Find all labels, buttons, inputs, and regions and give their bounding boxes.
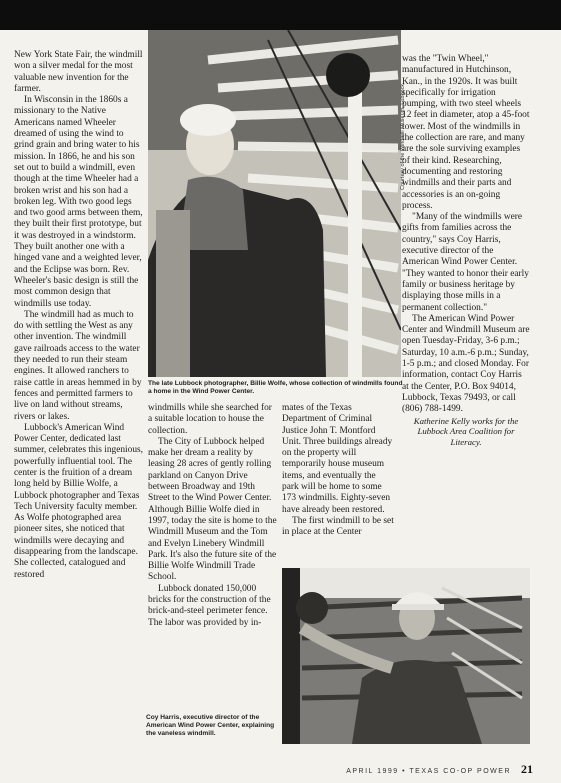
photo-credit: Courtesy of the Windmill Museum, Lubbock — [400, 83, 406, 190]
article-column-4 — [402, 54, 530, 447]
paragraph: mates of the Texas Department of Criminal Justice John T. Montford Unit. Three buildings already on the property will temporarily house museum items, and eventually the park will be home to some 173 windmills. Eighty-seven have already been restored. — [282, 403, 393, 515]
paragraph: "Many of the windmills were gifts from families across the country," says Coy Harris, executive director of the American Wind Power Center. "They wanted to honor their early family or business heritage by displaying those mills in a permanent collection." — [402, 212, 529, 313]
issue-info: APRIL 1999 • TEXAS CO-OP POWER — [346, 768, 511, 775]
article-column-1 — [14, 50, 144, 581]
photo-caption: The late Lubbock photographer, Billie Wolfe, whose collection of windmills found a home in the Wind Power Center. — [148, 380, 403, 396]
photo-billie-wolfe — [148, 30, 401, 377]
paragraph: Lubbock's American Wind Power Center, dedicated last summer, celebrates this ingenious, powerfully influential tool. The center is the fruition of a dream long held by Billie Wolfe, a Lubbock photographer and Texas Tech University faculty member. As Wolfe photographed area pioneer sites, she noticed that windmills were decaying and disappearing from the landscape. She collected, catalogued and restored — [14, 422, 144, 580]
photo-caption: Coy Harris, executive director of the American Wind Power Center, explaining the vaneless windmill. — [146, 714, 275, 738]
paragraph: Lubbock donated 150,000 bricks for the construction of the brick-and-steel perimeter fence. The labor was provided by in- — [148, 583, 271, 628]
article-column-3 — [282, 403, 394, 539]
photo-coy-harris — [282, 568, 530, 744]
paragraph: The City of Lubbock helped make her dream a reality by leasing 28 acres of gently rolling parkland on Canyon Drive between Broadway and 19th Street to the Wind Power Center. Although Billie Wolfe died in 1997, today the site is home to the Windmill Museum and the Tom and Evelyn Linebery Windmill Park. It's also the future site of the Billie Wolfe Windmill Trade School. — [148, 436, 277, 583]
article-column-2 — [148, 403, 278, 629]
photo-coy-harris-illustration — [282, 568, 530, 744]
author-byline: Katherine Kelly works for the Lubbock Area Coalition for Literacy. — [413, 415, 519, 447]
paragraph: windmills while she searched for a suitable location to house the collection. — [148, 403, 272, 436]
paragraph: The American Wind Power Center and Windmill Museum are open Tuesday-Friday, 3-6 p.m.; Saturday, 10 a.m.-6 p.m.; Sunday, 1-5 p.m.; and closed Monday. For information, contact Coy Harris at the Center, P.O. Box 94014, Lubbock, Texas 79493, or call (806) 788-1499. — [402, 313, 530, 415]
paragraph: was the "Twin Wheel," manufactured in Hutchinson, Kan., in the 1920s. It was built specifically for irrigation pumping, with two steel wheels 12 feet in diameter, atop a 45-foot tower. Most of the windmills in the collection are rare, and many are the sole surviving examples of their kind. Researching, documenting and restoring windmills and their parts and accessories is an on-going process. — [402, 54, 530, 211]
top-black-bar — [0, 0, 561, 30]
page-footer — [346, 762, 533, 777]
photo-billie-wolfe-illustration — [148, 30, 401, 377]
paragraph: The windmill had as much to do with settling the West as any other invention. The windmill gave railroads access to the water they needed to run their steam engines. It allowed ranchers to raise cattle in areas hemmed in by fences and permitted farmers to live on land without streams, rivers or lakes. — [14, 309, 142, 422]
paragraph: In Wisconsin in the 1860s a missionary to the Native Americans named Wheeler dreamed of using the wind to grind grain and bring water to his mission. In 1866, he and his son set out to build a windmill, even though at the time Wheeler had a broken wrist and his son had a broken leg. With two good legs and two good arms between them, they built their first prototype, but it was destroyed in a windstorm. They built another one with a hinged vane and a weighted lever, and the Eclipse was born. Rev. Wheeler's basic design is still the most common design that windmills use today. — [14, 95, 143, 309]
paragraph: New York State Fair, the windmill won a silver medal for the most valuable new invention for the farmer. — [14, 50, 143, 94]
paragraph: The first windmill to be set in place at the Center — [282, 515, 394, 538]
page-number: 21 — [521, 762, 533, 776]
